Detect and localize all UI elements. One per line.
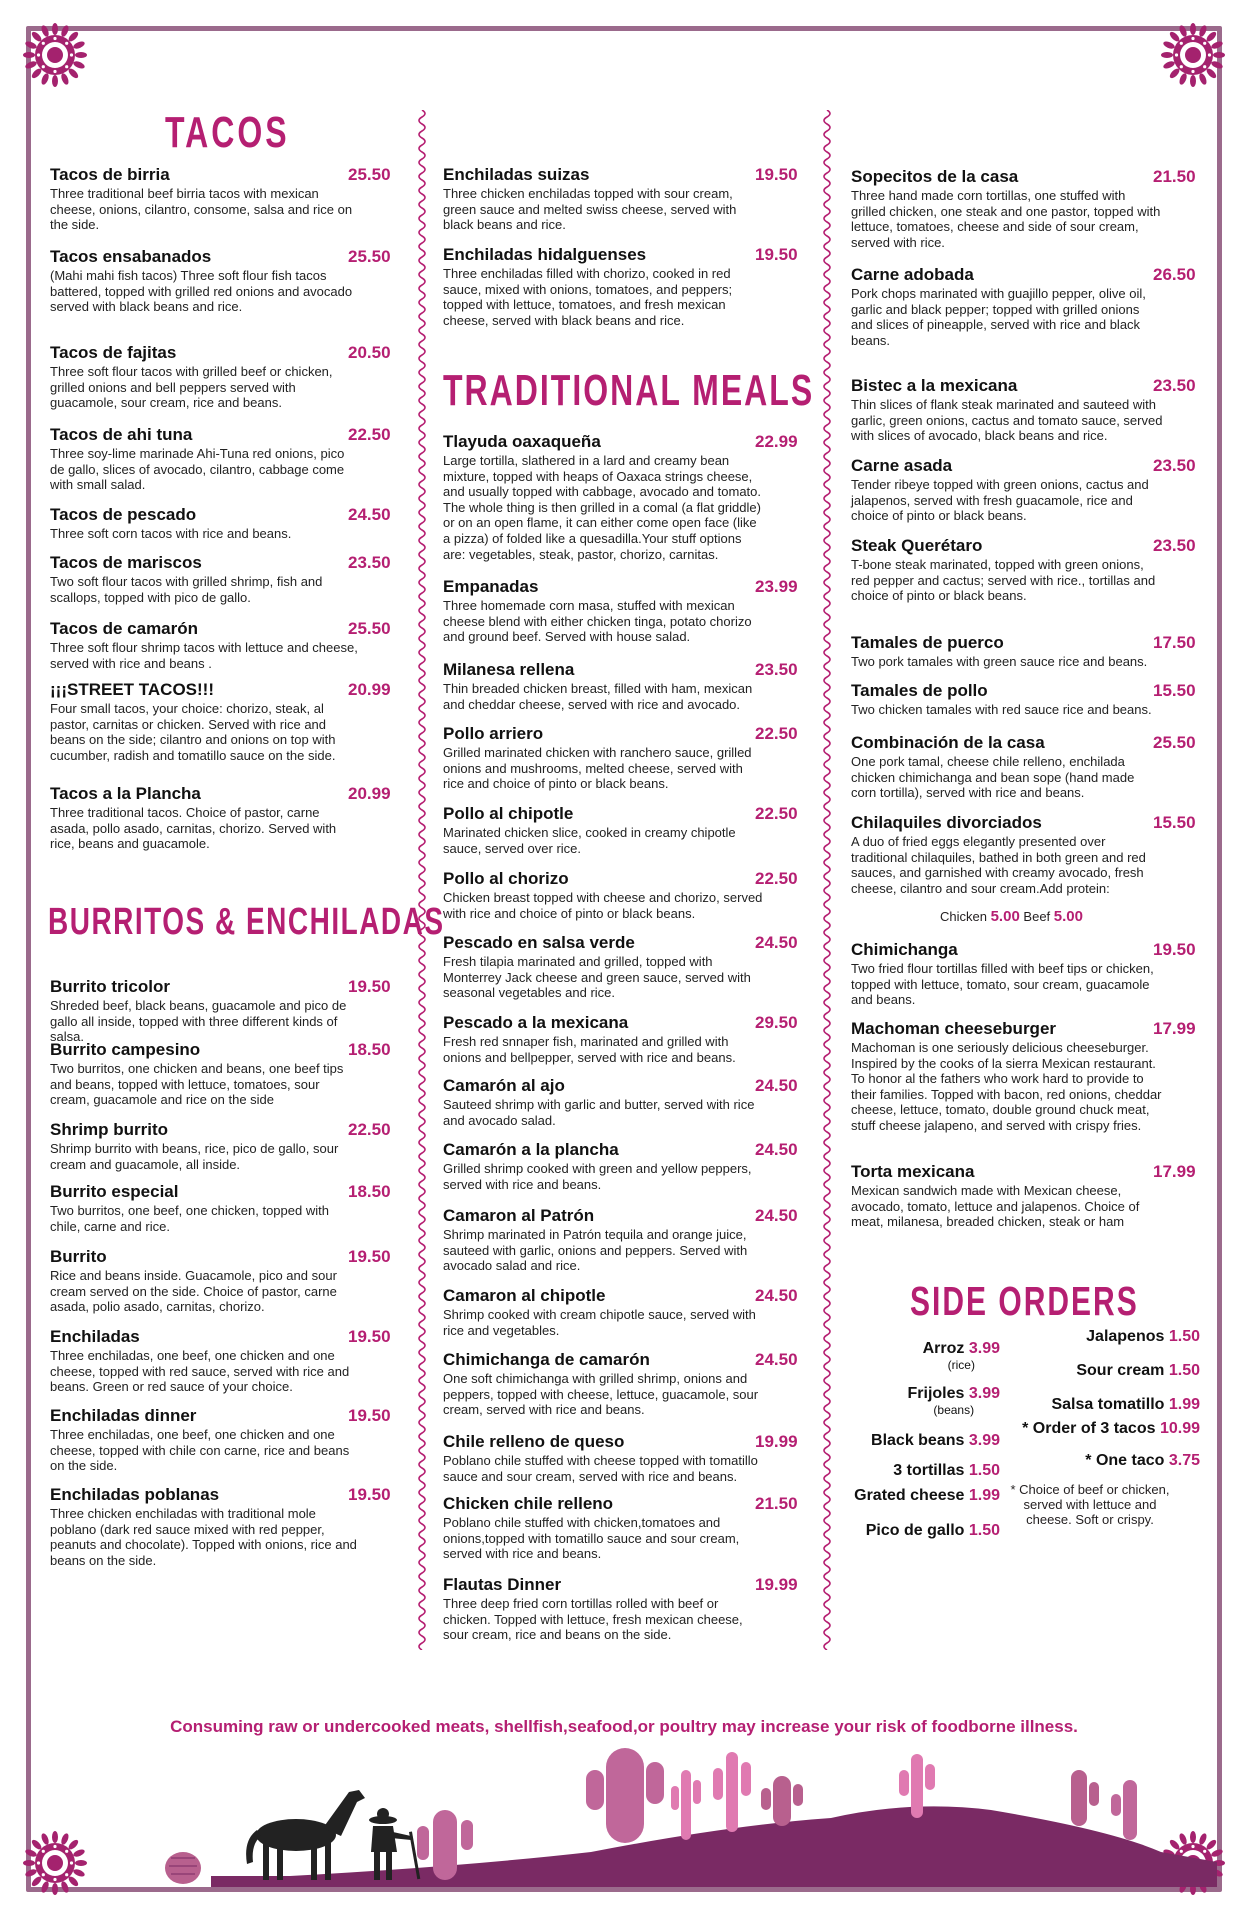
menu-item [50, 1182, 391, 1234]
item-name: Tacos de mariscos [50, 553, 202, 572]
item-description: Thin slices of flank steak marinated and sauteed with garlic, green onions, cactus and tomato sauce, served with slices of avocado, black beans and rice. [851, 397, 1163, 444]
item-price: 19.50 [348, 1327, 391, 1346]
menu-item [443, 1140, 803, 1192]
item-description: Pork chops marinated with guajillo pepper, olive oil, garlic and black pepper; topped with grilled onions and slices of pineapple, served with rice and black beans. [851, 286, 1146, 348]
side-order-item [908, 1385, 1001, 1417]
item-price: 20.99 [348, 680, 391, 699]
item-price: 23.50 [1153, 456, 1196, 475]
cactus-icon-3 [671, 1770, 701, 1840]
menu-item [443, 1432, 803, 1484]
item-description: Shrimp burrito with beans, rice, pico de gallo, sour cream and guacamole, all inside. [50, 1141, 339, 1172]
item-price: 24.50 [755, 1286, 798, 1305]
side-order-name: Grated cheese [854, 1487, 965, 1504]
item-price: 22.50 [755, 869, 798, 888]
column-divider-left [415, 110, 429, 1650]
side-order-price: 1.50 [1168, 1362, 1200, 1379]
side-order-item [923, 1340, 1000, 1372]
protein-beef-label: Beef [1023, 909, 1051, 924]
item-name: Tacos de birria [50, 165, 170, 184]
menu-item [50, 1247, 391, 1315]
side-order-price: 3.99 [968, 1385, 1000, 1402]
item-name: Bistec a la mexicana [851, 376, 1018, 395]
menu-item [851, 1162, 1211, 1230]
menu-item [443, 165, 803, 233]
side-order-price: 1.99 [968, 1487, 1000, 1504]
item-description: Poblano chile stuffed with chicken,tomatoes and onions,topped with tomatillo sauce and sour cream, served with rice and beans. [443, 1515, 740, 1562]
menu-item [50, 1040, 391, 1108]
item-price: 29.50 [755, 1013, 798, 1032]
item-price: 26.50 [1153, 265, 1196, 284]
item-name: Chimichanga de camarón [443, 1350, 650, 1369]
item-price: 20.50 [348, 343, 391, 362]
item-name: Pollo arriero [443, 724, 544, 743]
item-price: 18.50 [348, 1040, 391, 1059]
item-description: Thin breaded chicken breast, filled with ham, mexican and cheddar cheese, served with rice and avocado. [443, 681, 753, 712]
side-order-item [1076, 1362, 1200, 1380]
item-price: 19.99 [755, 1432, 798, 1451]
menu-item [443, 1575, 803, 1643]
item-price: 20.99 [348, 784, 391, 803]
menu-item [443, 724, 803, 792]
side-order-item [1022, 1420, 1200, 1438]
cactus-icon-5 [761, 1776, 803, 1826]
item-description: Three soy-lime marinade Ahi-Tuna red onions, pico de gallo, slices of avocado, cilantro, cabbage come with small salad. [50, 446, 345, 493]
item-price: 24.50 [755, 1206, 798, 1225]
side-order-item [1051, 1396, 1200, 1414]
menu-item [443, 660, 803, 712]
item-price: 23.50 [755, 660, 798, 679]
protein-beef-price: 5.00 [1053, 908, 1083, 925]
hill-silhouette [211, 1806, 1217, 1887]
menu-item [443, 1206, 803, 1274]
item-name: Carne asada [851, 456, 953, 475]
side-order-name: Pico de gallo [865, 1522, 965, 1539]
menu-item [851, 265, 1211, 348]
item-price: 25.50 [348, 619, 391, 638]
item-description: Grilled shrimp cooked with green and yellow peppers, served with rice and beans. [443, 1161, 752, 1192]
item-name: Camarón al ajo [443, 1076, 565, 1095]
cactus-icon-8 [1111, 1780, 1137, 1840]
item-name: Enchiladas poblanas [50, 1485, 220, 1504]
item-price: 22.50 [348, 425, 391, 444]
item-description: Two fried flour tortillas filled with beef tips or chicken, topped with lettuce, tomato, sour cream, guacamole and beans. [851, 961, 1154, 1008]
menu-item [50, 553, 391, 605]
item-price: 21.50 [755, 1494, 798, 1513]
item-name: Enchiladas dinner [50, 1406, 197, 1425]
barrel-cactus-icon [165, 1852, 201, 1884]
item-name: Torta mexicana [851, 1162, 975, 1181]
menu-item [443, 1286, 803, 1338]
item-name: Enchiladas [50, 1327, 140, 1346]
burritos-title: BURRITOS & ENCHILADAS [48, 900, 445, 942]
food-safety-warning: Consuming raw or undercooked meats, shellfish,seafood,or poultry may increase your risk of foodborne illness. [170, 1717, 1078, 1736]
item-name: Shrimp burrito [50, 1120, 169, 1139]
item-name: ¡¡¡STREET TACOS!!! [50, 680, 214, 699]
item-description: Two pork tamales with green sauce rice and beans. [851, 654, 1148, 669]
side-order-item [866, 1522, 1000, 1540]
menu-item [50, 1485, 391, 1568]
item-description: Three enchiladas filled with chorizo, cooked in red sauce, mixed with onions, tomatoes, and peppers; topped with lettuce, tomatoes, and fresh mexican cheese, served with black beans and rice. [443, 266, 733, 328]
item-name: Machoman cheeseburger [851, 1019, 1057, 1038]
side-order-price: 10.99 [1159, 1420, 1200, 1437]
item-description: One pork tamal, cheese chile relleno, enchilada chicken chimichanga and bean sope (hand made corn tortilla), served with rice and beans. [851, 754, 1135, 801]
protein-chicken-price: 5.00 [990, 908, 1020, 925]
item-description: Grilled marinated chicken with ranchero sauce, grilled onions and mushrooms, melted cheese, served with rice and choice of pinto or black beans. [443, 745, 752, 792]
side-order-item [871, 1432, 1000, 1450]
item-description: Large tortilla, slathered in a lard and creamy bean mixture, topped with heaps of Oaxaca strings cheese, and usually topped with cabbage, avocado and tomato. The whole thing is then grilled in a comal (a flat griddle) or on an open flame, it can either come open face (like a pizza) of folded like a quesadilla.Your stuff options are: vegetables, steak, pastor, chorizo, carnitas. [443, 453, 762, 562]
menu-item [50, 425, 391, 493]
side-order-price: 1.50 [968, 1462, 1000, 1479]
item-description: One soft chimichanga with grilled shrimp, onions and peppers, topped with cheese, lettuce, guacamole, sour cream, served with rice and beans. [443, 1371, 759, 1418]
cactus-icon-2 [586, 1748, 664, 1843]
side-order-name: Arroz [922, 1340, 965, 1357]
item-description: Machoman is one seriously delicious cheeseburger. Inspired by the cooks of la sierra Mexican restaurant. To honor al the fathers who work hard to provide to their families. Topped with bacon, red onions, cheddar cheese, lettuce, tomato, double ground chuck meat, stuff cheese jalapeno, and served with crispy fries. [851, 1040, 1162, 1133]
item-name: Flautas Dinner [443, 1575, 562, 1594]
item-name: Tacos de ahi tuna [50, 425, 193, 444]
menu-item [851, 813, 1211, 896]
item-price: 22.99 [755, 432, 798, 451]
menu-item [851, 167, 1211, 250]
item-name: Steak Querétaro [851, 536, 983, 555]
item-name: Chimichanga [851, 940, 958, 959]
side-order-price: 1.50 [968, 1522, 1000, 1539]
item-description: Three chicken enchiladas topped with sour cream, green sauce and melted swiss cheese, served with black beans and rice. [443, 186, 737, 233]
item-name: Tacos de fajitas [50, 343, 177, 362]
item-description: Two burritos, one chicken and beans, one beef tips and beans, topped with lettuce, tomatoes, sour cream, guacamole and rice on the side [50, 1061, 344, 1108]
menu-item [443, 577, 803, 645]
item-description: Rice and beans inside. Guacamole, pico and sour cream served on the side. Choice of pastor, carne asada, polio asado, carnitas, chorizo. [50, 1268, 337, 1315]
item-price: 19.50 [1153, 940, 1196, 959]
item-description: Three soft flour shrimp tacos with lettuce and cheese, served with rice and beans . [50, 640, 358, 671]
item-name: Chilaquiles divorciados [851, 813, 1042, 832]
item-price: 19.50 [348, 1247, 391, 1266]
item-description: Three soft corn tacos with rice and beans. [50, 526, 292, 541]
menu-item [50, 247, 391, 315]
side-order-name: Black beans [871, 1432, 965, 1449]
item-description: Fresh tilapia marinated and grilled, topped with Monterrey Jack cheese and green sauce, served with seasonal vegetables and rice. [443, 954, 751, 1001]
menu-item [851, 633, 1211, 670]
item-price: 23.99 [755, 577, 798, 596]
item-price: 22.50 [348, 1120, 391, 1139]
item-price: 23.50 [1153, 376, 1196, 395]
menu-item [50, 165, 391, 233]
tacos-title: TACOS [165, 108, 290, 157]
menu-item [851, 1019, 1211, 1134]
item-name: Tamales de puerco [851, 633, 1004, 652]
taco-choice-note: * Choice of beef or chicken, served with lettuce and cheese. Soft or crispy. [1010, 1482, 1170, 1527]
item-price: 17.99 [1153, 1162, 1196, 1181]
flower-icon-top-left [20, 20, 90, 90]
side-order-price: 3.99 [968, 1340, 1000, 1357]
item-price: 17.50 [1153, 633, 1196, 652]
horse-silhouette [246, 1790, 365, 1880]
item-price: 19.50 [348, 977, 391, 996]
menu-item [851, 681, 1211, 718]
item-name: Burrito tricolor [50, 977, 170, 996]
item-price: 18.50 [348, 1182, 391, 1201]
item-name: Pescado a la mexicana [443, 1013, 629, 1032]
item-name: Carne adobada [851, 265, 974, 284]
side-order-price: 1.50 [1168, 1328, 1200, 1345]
item-description: Sauteed shrimp with garlic and butter, served with rice and avocado salad. [443, 1097, 755, 1128]
item-name: Tacos de pescado [50, 505, 197, 524]
item-price: 15.50 [1153, 813, 1196, 832]
item-name: Camaron al chipotle [443, 1286, 606, 1305]
item-description: A duo of fried eggs elegantly presented over traditional chilaquiles, bathed in both green and red sauces, and garnished with creamy avocado, fresh cheese, cilantro and sour cream.Add protein: [851, 834, 1146, 896]
side-order-item [1086, 1328, 1200, 1346]
item-name: Pollo al chorizo [443, 869, 569, 888]
item-price: 19.50 [755, 245, 798, 264]
item-name: Chicken chile relleno [443, 1494, 614, 1513]
side-orders-title: SIDE ORDERS [910, 1280, 1139, 1325]
menu-item [50, 505, 391, 542]
menu-item [50, 784, 391, 852]
menu-item [50, 1327, 391, 1395]
menu-item [443, 804, 803, 856]
menu-item [443, 1350, 803, 1418]
menu-item [50, 343, 391, 411]
item-description: Three deep fried corn tortillas rolled with beef or chicken. Topped with lettuce, fresh mexican cheese, sour cream, rice and beans on the side. [443, 1596, 743, 1643]
item-description: Three chicken enchiladas with traditional mole poblano (dark red sauce mixed with red pepper, peanuts and chocolate). Topped with onions, rice and beans on the side. [50, 1506, 357, 1568]
item-name: Milanesa rellena [443, 660, 575, 679]
item-price: 23.50 [348, 553, 391, 572]
menu-item [443, 869, 803, 921]
menu-item [50, 619, 391, 671]
protein-chicken-label: Chicken [940, 909, 987, 924]
side-order-price: 1.99 [1168, 1396, 1200, 1413]
item-description: Fresh red snnaper fish, marinated and grilled with onions and bellpepper, served with rice and beans. [443, 1034, 736, 1065]
menu-item [851, 733, 1211, 801]
item-description: Marinated chicken slice, cooked in creamy chipotle sauce, served over rice. [443, 825, 736, 856]
item-price: 15.50 [1153, 681, 1196, 700]
item-name: Pescado en salsa verde [443, 933, 635, 952]
item-description: Two burritos, one beef, one chicken, topped with chile, carne and rice. [50, 1203, 329, 1234]
side-order-subtitle: (rice) [947, 1358, 975, 1372]
item-price: 25.50 [1153, 733, 1196, 752]
item-price: 17.99 [1153, 1019, 1196, 1038]
item-description: Three homemade corn masa, stuffed with mexican cheese blend with either chicken tinga, potato chorizo and ground beef. Served with house salad. [443, 598, 752, 645]
item-name: Tacos ensabanados [50, 247, 212, 266]
item-description: Two soft flour tacos with grilled shrimp, fish and scallops, topped with pico de gallo. [50, 574, 323, 605]
menu-item [50, 977, 391, 1045]
item-name: Combinación de la casa [851, 733, 1045, 752]
item-name: Enchiladas hidalguenses [443, 245, 647, 264]
item-price: 25.50 [348, 165, 391, 184]
item-description: Poblano chile stuffed with cheese topped with tomatillo sauce and sour cream, served with rice and beans. [443, 1453, 758, 1484]
item-price: 22.50 [755, 804, 798, 823]
menu-item [851, 376, 1211, 444]
item-description: Tender ribeye topped with green onions, cactus and jalapenos, served with fresh guacamole, rice and choice of pinto or black beans. [851, 477, 1149, 524]
protein-addon [940, 908, 1083, 925]
item-description: Four small tacos, your choice: chorizo, steak, al pastor, carnitas or chicken. Served with rice and beans on the side; cilantro and onions on top with cucumber, radish and tomatillo sauce on the side. [50, 701, 336, 763]
item-description: Chicken breast topped with cheese and chorizo, served with rice and choice of pinto or black beans. [443, 890, 763, 921]
item-description: Three traditional tacos. Choice of pastor, carne asada, pollo asado, carnitas, chorizo. Served with rice, beans and guacamole. [50, 805, 337, 852]
item-name: Tacos a la Plancha [50, 784, 201, 803]
item-name: Sopecitos de la casa [851, 167, 1019, 186]
menu-item [50, 1406, 391, 1474]
item-description: Mexican sandwich made with Mexican cheese, avocado, tomato, lettuce and jalapenos. Choice of meat, milanesa, breaded chicken, steak or ham [851, 1183, 1140, 1230]
item-description: Shrimp cooked with cream chipotle sauce, served with rice and vegetables. [443, 1307, 756, 1338]
item-description: Three soft flour tacos with grilled beef or chicken, grilled onions and bell peppers served with guacamole, sour cream, rice and beans. [50, 364, 333, 411]
side-order-name: * One taco [1085, 1452, 1165, 1469]
menu-item [443, 1013, 803, 1065]
menu-item [851, 940, 1211, 1008]
item-name: Burrito [50, 1247, 107, 1266]
item-price: 19.50 [348, 1406, 391, 1425]
menu-item [851, 456, 1211, 524]
cactus-icon-7 [1071, 1770, 1099, 1826]
item-name: Tamales de pollo [851, 681, 988, 700]
column-divider-right [820, 110, 834, 1650]
menu-item [443, 933, 803, 1001]
item-price: 21.50 [1153, 167, 1196, 186]
side-order-name: Sour cream [1076, 1362, 1165, 1379]
item-name: Camarón a la plancha [443, 1140, 619, 1159]
item-price: 24.50 [755, 1076, 798, 1095]
side-order-item [893, 1462, 1000, 1480]
item-name: Chile relleno de queso [443, 1432, 625, 1451]
item-description: Shrimp marinated in Patrón tequila and orange juice, sauteed with garlic, onions and peppers. Served with avocado salad and rice. [443, 1227, 748, 1274]
item-price: 19.99 [755, 1575, 798, 1594]
item-price: 24.50 [755, 1140, 798, 1159]
traditional-title: TRADITIONAL MEALS [443, 366, 815, 415]
item-name: Pollo al chipotle [443, 804, 574, 823]
menu-item [50, 680, 391, 763]
menu-item [50, 1120, 391, 1172]
item-description: Three hand made corn tortillas, one stuffed with grilled chicken, one steak and one pastor, topped with lettuce, tomatoes, cheese and side of sour cream, served with rice. [851, 188, 1161, 250]
item-name: Tacos de camarón [50, 619, 199, 638]
side-order-price: 3.99 [968, 1432, 1000, 1449]
menu-item [443, 432, 803, 562]
item-price: 25.50 [348, 247, 391, 266]
item-name: Tlayuda oaxaqueña [443, 432, 601, 451]
flower-icon-top-right [1158, 20, 1228, 90]
item-name: Empanadas [443, 577, 539, 596]
item-description: Three enchiladas, one beef, one chicken and one cheese, topped with red sauce, served with rice and beans. Green or red sauce of your choice. [50, 1348, 350, 1395]
side-order-name: Salsa tomatillo [1051, 1396, 1165, 1413]
item-description: Three enchiladas, one beef, one chicken and one cheese, topped with chile con carne, rice and beans on the side. [50, 1427, 350, 1474]
item-name: Burrito campesino [50, 1040, 201, 1059]
item-name: Enchiladas suizas [443, 165, 590, 184]
item-price: 19.50 [348, 1485, 391, 1504]
side-order-subtitle: (beans) [933, 1403, 975, 1417]
item-price: 24.50 [348, 505, 391, 524]
item-price: 24.50 [755, 1350, 798, 1369]
item-price: 22.50 [755, 724, 798, 743]
menu-item [443, 245, 803, 328]
side-order-price: 3.75 [1168, 1452, 1200, 1469]
item-name: Camaron al Patrón [443, 1206, 595, 1225]
item-description: Shreded beef, black beans, guacamole and pico de gallo all inside, topped with three different kinds of salsa. [50, 998, 347, 1045]
side-order-item [854, 1487, 1000, 1505]
side-order-item [1085, 1452, 1200, 1470]
item-price: 19.50 [755, 165, 798, 184]
side-order-name: Jalapenos [1086, 1328, 1165, 1345]
item-name: Burrito especial [50, 1182, 179, 1201]
menu-item [443, 1494, 803, 1562]
desert-silhouette-scene [31, 1740, 1217, 1887]
item-description: T-bone steak marinated, topped with green onions, red pepper and cactus; served with rice., tortillas and choice of pinto or black beans. [851, 557, 1156, 604]
menu-item [443, 1076, 803, 1128]
item-price: 23.50 [1153, 536, 1196, 555]
side-order-name: Frijoles [907, 1385, 965, 1402]
menu-item [851, 536, 1211, 604]
item-description: Two chicken tamales with red sauce rice and beans. [851, 702, 1152, 717]
item-description: (Mahi mahi fish tacos) Three soft flour fish tacos battered, topped with grilled red onions and avocado served with black beans and rice. [50, 268, 353, 315]
side-order-name: * Order of 3 tacos [1022, 1420, 1156, 1437]
cactus-icon-4 [713, 1752, 751, 1832]
side-order-name: 3 tortillas [893, 1462, 965, 1479]
item-description: Three traditional beef birria tacos with mexican cheese, onions, cilantro, consome, salsa and rice on the side. [50, 186, 353, 233]
item-price: 24.50 [755, 933, 798, 952]
